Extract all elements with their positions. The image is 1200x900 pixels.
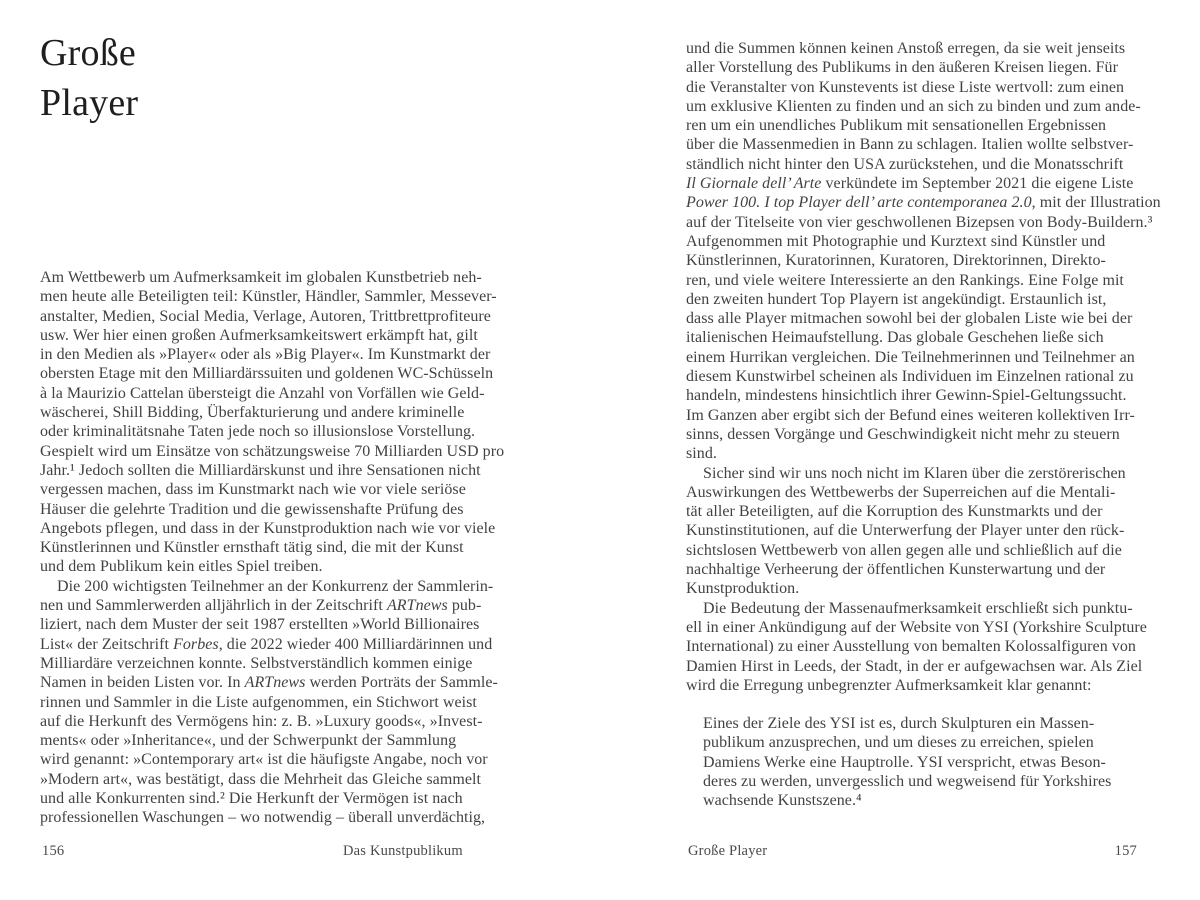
running-head-left: Das Kunstpublikum: [343, 843, 463, 859]
paragraph: Am Wettbewerb um Aufmerksamkeit im globalen Kunstbetrieb neh- men heute alle Beteiligten teil: Künstler, Händler, Sammler, Messever- anstalter, Medien, Social Media, Verlage, Autoren, Trittbrettprofiteure usw. Wer hier einen großen Aufmerksamkeitswert erkämpft hat, gilt in den Medien als »Player« oder als »Big Player«. Im Kunstmarkt der obersten Etage mit den Milliardärssuiten und goldenen WC-Schüsseln à la Maurizio Cattelan übersteigt die Anzahl von Vorfällen wie Geld- wäscherei, Shill Bidding, Überfakturierung und andere kriminelle oder kriminalitätsnahe Taten jede noch so illusionslose Vorstellung. Gespielt wird um Einsätze von schätzungsweise 70 Milliarden USD pro Jahr.¹ Jedoch sollten die Milliardärskunst und ihre Sensationen nicht vergessen machen, dass im Kunstmarkt nach wie vor viele seriöse Häuser die gelehrte Tradition und die gewissenshafte Prüfung des Angebots pflegen, und dass in der Kunstproduktion nach wie vor viele Künstlerinnen und Künstler ernsthaft tätig sind, die mit der Kunst und dem Publikum kein eitles Spiel treiben.: [40, 269, 505, 576]
chapter-title-line: Große: [40, 32, 136, 74]
paragraph: Sicher sind wir uns noch nicht im Klaren über die zerstörerischen Auswirkungen des Wettbewerbs der Superreichen auf die Mentali- tät aller Beteiligten, auf die Korruption des Kunstmarkts und der Kunstinstitutionen, auf die Unterwerfung der Player unter den rück- sichtslosen Wettbewerb von allen gegen alle und schließlich auf die nachhaltige Verheerung der öffentlichen Kunsterwartung und der Kunstproduktion.: [686, 464, 1126, 598]
paragraph: Die Bedeutung der Massenaufmerksamkeit erschließt sich punktu- ell in einer Ankündigung auf der Website von YSI (Yorkshire Sculpture International) zu einer Ausstellung von bemalten Kolossalfiguren von Damien Hirst in Leeds, der Stadt, in der er aufgewachsen war. Als Ziel wird die Erregung unbegrenzter Aufmerksamkeit klar genannt:: [686, 599, 1147, 694]
page-number-right: 157: [1114, 843, 1137, 859]
chapter-title: [40, 28, 138, 128]
page-number-left: 156: [42, 843, 65, 859]
paragraph: und die Summen können keinen Anstoß erregen, da sie weit jenseits aller Vorstellung des Publikums in den äußeren Kreisen liegen. Für die Veranstalter von Kunstevents ist diese Liste wertvoll: zum einen um exklusive Klienten zu finden und an sich zu binden und zum ande- ren um ein unendliches Publikum mit sensationellen Ergebnissen über die Massenmedien in Bann zu schlagen. Italien wollte selbstver- ständlich nicht hinter den USA zurückstehen, und die Monatsschrift Il Giornale dell’ Arte verkündete im September 2021 die eigene Liste Power 100. I top Player dell’ arte contemporanea 2.0, mit der Illustration auf der Titelseite von vier geschwollenen Bizepsen von Body-Buildern.³ Aufgenommen mit Photographie und Kurztext sind Künstler und Künstlerinnen, Kuratorinnen, Kuratoren, Direktorinnen, Direkto- ren, und viele weitere Interessierte an den Rankings. Eine Folge mit den zweiten hundert Top Playern ist angekündigt. Erstaunlich ist, dass alle Player mitmachen sowohl bei der globalen Liste wie bei der italienischen Heimaufstellung. Das globale Geschehen ließe sich einem Hurrikan vergleichen. Die Teilnehmerinnen und Teilnehmer an diesem Kunstwirbel scheinen als Individuen im Einzelnen rational zu handeln, mindestens hinsichtlich ihrer Gewinn-Spiel-Geltungssucht. Im Ganzen aber ergibt sich der Befund eines weiteren kollektiven Irr- sinns, dessen Vorgänge und Geschwindigkeit nicht mehr zu steuern sind.: [686, 40, 1161, 463]
paragraph: Die 200 wichtigsten Teilnehmer an der Konkurrenz der Sammlerin- nen und Sammlerwerden alljährlich in der Zeitschrift ARTnews pub- liziert, nach dem Muster der seit 1987 erstellten »World Billionaires List« der Zeitschrift Forbes, die 2022 wieder 400 Milliardärinnen und Milliardäre verzeichnen konnte. Selbstverständlich kommen einige Namen in beiden Listen vor. In ARTnews werden Porträts der Sammle- rinnen und Sammler in die Liste aufgenommen, ein Stichwort weist auf die Herkunft des Vermögens hin: z. B. »Luxury goods«, »Invest- ments« oder »Inheritance«, und der Schwerpunkt der Sammlung wird genannt: »Contemporary art« ist die häufigste Angabe, noch vor »Modern art«, was bestätigt, dass die Mehrheit das Gleiche sammelt und alle Konkurrenten sind.² Die Herkunft der Vermögen ist nach professionellen Waschungen – wo notwendig – überall unverdächtig,: [40, 577, 498, 827]
right-page-body: [686, 39, 1198, 811]
chapter-title-line: Player: [40, 82, 139, 124]
running-head-right: Große Player: [688, 843, 768, 859]
blockquote: Eines der Ziele des YSI ist es, durch Skulpturen ein Massen- publikum anzusprechen, und um dieses zu erreichen, spielen Damiens Werke eine Hauptrolle. YSI verspricht, etwas Beson- deres zu werden, unvergesslich und wegweisend für Yorkshires wachsende Kunstszene.⁴: [703, 715, 1112, 810]
page-right: [600, 0, 1200, 900]
left-page-body: [40, 268, 565, 828]
